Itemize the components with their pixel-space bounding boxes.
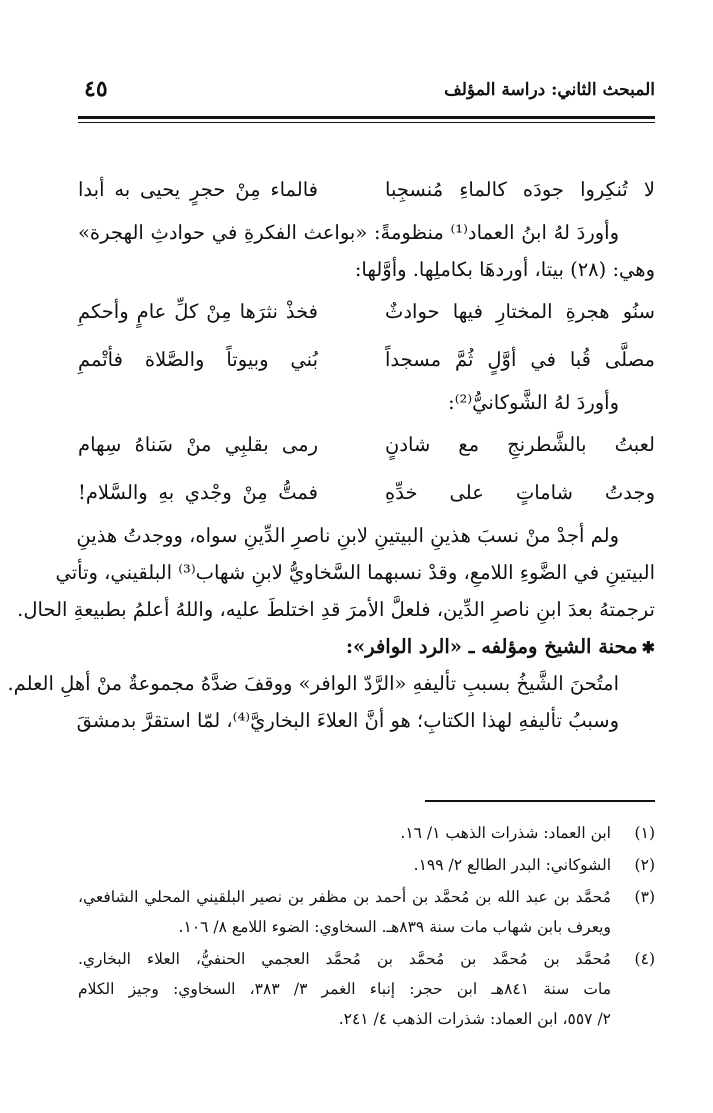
footnote-line: ابن العماد: شذرات الذهب ١/ ١٦.: [400, 824, 611, 842]
footnote-number: (٢): [634, 856, 655, 874]
footnotes: [78, 818, 655, 1036]
asterisk-icon: ✱: [641, 638, 655, 657]
footnote-line: مُحمَّد بن عبد الله بن مُحمَّد بن أحمد بن مظفر بن نصير البلقيني المحلي الشافعي،: [78, 888, 611, 906]
verse-line: [78, 166, 655, 214]
footnote: [78, 944, 655, 1034]
verse-first-hemistich: لا تُنكِروا جودَه كالماءِ مُنسجِبا: [385, 178, 655, 201]
footnote-line: مُحمَّد بن مُحمَّد بن مُحمَّد بن مُحمَّد العجمي الحنفيُّ، العلاء البخاري.: [78, 950, 611, 968]
footnote-line: مات سنة ٨٤١هـ ابن حجر: إنباء الغمر ٣/ ٣٨٣، السخاوي: وجيز الكلام: [78, 980, 611, 998]
footnote-line: ٢/ ٥٥٧، ابن العماد: شذرات الذهب ٤/ ٢٤١.: [338, 1010, 611, 1028]
page-header: [78, 76, 655, 112]
footnote-separator: [425, 800, 655, 802]
header-rule-thin: [78, 122, 655, 123]
verse-first-hemistich: وجدتُ شاماتٍ على خدِّهِ: [385, 481, 655, 504]
paragraph-line: امتُحنَ الشَّيخُ بسببِ تأليفهِ «الرَّدّ الوافر» ووقفَ ضدَّهُ مجموعةٌ منْ أهلِ العلم.: [7, 672, 619, 695]
verse-line: [78, 336, 655, 384]
running-title: المبحث الثاني: دراسة المؤلف: [444, 80, 655, 100]
paragraph-line: وهي: (٢٨) بيتا، أوردهَا بكاملِها. وأوَّلها:: [354, 258, 655, 281]
main-text: [7, 166, 655, 739]
header-rule-thick: [78, 116, 655, 119]
verse-line: [78, 421, 655, 469]
paragraph-line: وسببُ تأليفهِ لهذا الكتابِ؛ هو أنَّ العلاءَ البخاريَّ⁽⁴⁾، لمّا استقرَّ بدمشقَ: [76, 709, 619, 732]
footnote-number: (١): [634, 824, 655, 842]
verse-first-hemistich: لعبتُ بالشَّطرنجِ مع شادنٍ: [385, 433, 655, 456]
verse-second-hemistich: فالماء مِنْ حجرٍ يحيى به أبدا: [78, 178, 318, 201]
footnote-line: ويعرف بابن شهاب مات سنة ٨٣٩هـ. السخاوي: الضوء اللامع ٨/ ١٠٦.: [178, 918, 611, 936]
verse-line: [78, 469, 655, 517]
verse-first-hemistich: سنُو هجرةِ المختارِ فيها حوادثٌ: [385, 300, 655, 323]
footnote-line: الشوكاني: البدر الطالع ٢/ ١٩٩.: [413, 856, 611, 874]
verse-first-hemistich: مصلَّى قُبا في أوَّلٍ ثُمَّ مسجداً: [385, 348, 655, 371]
footnote: [78, 818, 655, 848]
verse-second-hemistich: فمتُّ مِنْ وجْدي بهِ والسَّلام!: [78, 481, 318, 504]
paragraph-line: وأوردَ لهُ ابنُ العماد⁽¹⁾ منظومةً: «بواعث الفكرةِ في حوادثِ الهجرة»: [78, 221, 619, 244]
paragraph-line: ولم أجدْ منْ نسبَ هذينِ البيتينِ لابنِ ناصرِ الدِّينِ سواه، ووجدتُ هذينِ: [76, 524, 619, 547]
paragraph-line: ترجمتهُ بعدَ ابنِ ناصرِ الدِّين، فلعلَّ الأمرَ قدِ اختلطَ عليه، واللهُ أعلمُ بطبيعةِ الحال.: [17, 598, 655, 621]
verse-line: [78, 288, 655, 336]
footnote: [78, 850, 655, 880]
footnote-number: (٤): [634, 950, 655, 968]
page-number: ٤٥: [84, 76, 108, 102]
verse-second-hemistich: بُني وبيوتاً والصَّلاة فأتْممِ: [78, 348, 318, 371]
section-heading: [78, 628, 655, 665]
footnote-number: (٣): [634, 888, 655, 906]
section-heading-text: محنة الشيخ ومؤلفه ـ «الرد الوافر»:: [345, 635, 638, 658]
verse-second-hemistich: رمى بقلبِي منْ سَناهُ سِهام: [78, 433, 318, 456]
footnote: [78, 882, 655, 942]
paragraph-line: البيتينِ في الضَّوءِ اللامعِ، وقدْ نسبهما السَّخاويُّ لابنِ شهاب⁽³⁾ البلقيني، وتأتي: [55, 561, 655, 584]
paragraph-line: وأوردَ لهُ الشَّوكانيُّ⁽²⁾:: [448, 391, 619, 414]
verse-second-hemistich: فخذْ نثرَها مِنْ كلِّ عامٍ وأحكمِ: [78, 300, 318, 323]
